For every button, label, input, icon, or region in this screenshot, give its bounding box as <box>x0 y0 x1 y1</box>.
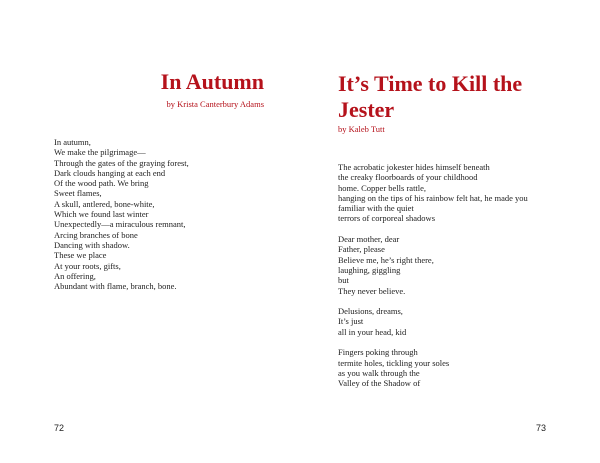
poem-line: Arcing branches of bone <box>54 229 138 240</box>
poem-title: It’s Time to Kill the Jester <box>338 71 523 122</box>
poem-line: An offering, <box>54 270 96 281</box>
poem-body <box>54 137 189 291</box>
stanza-break <box>338 337 528 347</box>
poem-line: Unexpectedly—a miraculous remnant, <box>54 219 186 230</box>
poem-body <box>338 162 528 389</box>
poem-byline: by Kaleb Tutt <box>338 124 385 134</box>
page-number: 72 <box>54 423 65 433</box>
poem-line: Dear mother, dear <box>338 234 400 245</box>
poem-line: Which we found last winter <box>54 209 149 220</box>
poem-line: Valley of the Shadow of <box>338 378 421 389</box>
poem-line: Believe me, he’s right there, <box>338 254 434 265</box>
poem-line: Sweet flames, <box>54 188 102 199</box>
poem-byline: by Krista Canterbury Adams <box>166 99 264 109</box>
poem-line: but <box>338 275 349 286</box>
poem-line: We make the pilgrimage— <box>54 147 146 158</box>
poem-line: Delusions, dreams, <box>338 306 403 317</box>
poem-line: Of the wood path. We bring <box>54 178 149 189</box>
poem-line: In autumn, <box>54 137 91 147</box>
poem-line: They never believe. <box>338 285 406 296</box>
poem-line: as you walk through the <box>338 367 420 378</box>
poem-line: Through the gates of the graying forest, <box>54 157 189 168</box>
poem-line: Father, please <box>338 244 385 255</box>
poem-line: Abundant with flame, branch, bone. <box>54 281 177 292</box>
page-number: 73 <box>535 423 546 433</box>
poem-line: A skull, antlered, bone-white, <box>54 198 155 209</box>
poem-line: terrors of corporeal shadows <box>338 213 436 224</box>
poem-line: hanging on the tips of his rainbow felt hat, he made you <box>338 192 528 203</box>
poem-line: The acrobatic jokester hides himself beneath <box>338 162 490 172</box>
right-page <box>300 0 600 463</box>
poem-line: termite holes, tickling your soles <box>338 357 450 368</box>
poem-line: all in your head, kid <box>338 326 407 337</box>
poem-line: At your roots, gifts, <box>54 260 121 271</box>
stanza-break <box>338 296 528 306</box>
poem-line: the creaky floorboards of your childhood <box>338 172 478 183</box>
poem-line: laughing, giggling <box>338 264 401 275</box>
poem-line: Dark clouds hanging at each end <box>54 167 166 178</box>
poem-line: It’s just <box>338 316 364 327</box>
poem-line: These we place <box>54 250 107 261</box>
poem-title: In Autumn <box>160 69 264 94</box>
poem-line: home. Copper bells rattle, <box>338 182 427 193</box>
poem-line: Dancing with shadow. <box>54 239 130 250</box>
poem-line: familiar with the quiet <box>338 203 414 214</box>
stanza-break <box>338 224 528 234</box>
poem-line: Fingers poking through <box>338 347 418 358</box>
